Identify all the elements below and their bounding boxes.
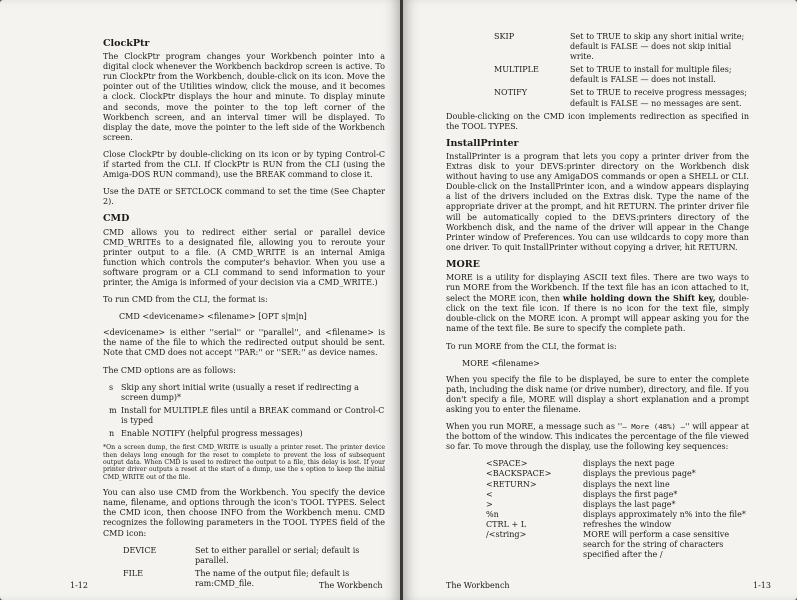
key-desc: MORE will perform a case sensitive search for the string of characters specified after the / <box>583 530 730 560</box>
cmd-para-2: To run CMD from the CLI, the format is: <box>103 295 268 305</box>
more-para-2: To run MORE from the CLI, the format is: <box>446 341 617 351</box>
cmd-tooltypes-continued <box>446 32 749 109</box>
key-row <box>486 490 749 500</box>
tooltype-key: NOTIFY <box>494 88 528 98</box>
key-name: /<string> <box>486 530 527 540</box>
cmd-option-s <box>109 383 385 403</box>
tooltype-key: SKIP <box>494 32 515 41</box>
tooltype-key: DEVICE <box>123 545 157 555</box>
more-heading: MORE <box>446 258 480 270</box>
clockptr-para-2: Close ClockPtr by double-clicking on its icon or by typing Control-C if started from the CLI. If ClockPtr is RUN from the CLI (using the Amiga-DOS RUN command), use the BREAK command to close it. <box>103 149 385 180</box>
tooltype-desc: The name of the output file; default is ram:CMD_file. <box>195 568 350 588</box>
key-desc: displays the next line <box>583 479 670 489</box>
cmd-para-3: <devicename> is either ''serial'' or ''parallel'', and <filename> is the name of the file to which the redirected output should be sent. Note that CMD does not accept ''PAR:'' or ''SER:'' as device names. <box>103 328 385 358</box>
more-percent-message: – More (48%) – <box>622 422 686 432</box>
cmd-format: CMD <devicename> <filename> [OPT s|m|n] <box>119 312 307 322</box>
cmd-double-click-para: Double-clicking on the CMD icon implements redirection as specified in the TOOL TYPES. <box>446 111 749 131</box>
key-row <box>486 480 749 490</box>
key-desc: displays approximately n% into the file* <box>583 509 746 519</box>
key-name: <RETURN> <box>486 479 537 489</box>
option-key: m <box>109 405 117 415</box>
key-desc: refreshes the window <box>583 519 672 529</box>
right-page <box>403 0 797 600</box>
cmd-option-n <box>109 429 385 439</box>
option-desc: Install for MULTIPLE files until a BREAK command or Control-C is typed <box>121 405 385 425</box>
installprinter-para: InstallPrinter is a program that lets you copy a printer driver from the Extras disk to your DEVS:printer directory on the Workbench disk without having to use any AmigaDOS commands or open a SHELL or CLI. Double-click on the InstallPrinter icon, and a window appears displaying a list of the drivers included on the Extras disk. Type the name of the appropriate driver at the prompt, and hit RETURN. The printer driver file will be automatically copied to the DEVS:printers directory of the Workbench disk, and the name of the driver will appear in the Change Printer window of Preferences. You can use wildcards to copy more than one driver. To quit InstallPrinter without copying a driver, hit RETURN. <box>446 151 749 252</box>
key-row <box>486 520 749 530</box>
right-page-number: 1-13 <box>753 581 771 590</box>
more-format: MORE <filename> <box>462 358 540 368</box>
option-desc: Skip any short initial write (usually a reset if redirecting a screen dump)* <box>121 382 359 402</box>
tooltype-notify <box>446 88 749 108</box>
key-name: CTRL + L <box>486 519 527 529</box>
key-desc: displays the previous page* <box>583 469 696 479</box>
cmd-para-5: You can also use CMD from the Workbench. You specify the device name, filename, and options through the icon's TOOL TYPES. Select the CMD icon, then choose INFO from the Workbench menu. CMD recognizes the following parameters in the TOOL TYPES field of the CMD icon: <box>103 488 385 538</box>
more-para-1 <box>446 273 749 335</box>
right-column <box>446 32 749 560</box>
tooltype-desc: Set to TRUE to skip any short initial write; default is FALSE — does not skip initial write. <box>570 32 745 62</box>
cmd-options-list <box>109 383 385 439</box>
more-para-1-a: MORE is a utility for displaying ASCII text files. There are two ways to run MORE from the Workbench. If the text file has an icon attached to it, select the MORE icon, then <box>446 272 749 304</box>
tooltype-desc: Set to TRUE to install for multiple files; default is FALSE — does not install. <box>570 65 732 85</box>
tooltype-key: MULTIPLE <box>494 65 539 75</box>
more-para-4-a: When you run MORE, a message such as '' <box>446 422 623 432</box>
key-name: %n <box>486 509 499 519</box>
cmd-para-4: The CMD options are as follows: <box>103 365 236 375</box>
installprinter-heading: InstallPrinter <box>446 137 519 149</box>
key-row <box>486 510 749 520</box>
key-row <box>486 459 749 469</box>
more-para-3: When you specify the file to be displayed, be sure to enter the complete path, including the disk name (or drive number), directory, and file. If you don't specify a file, MORE will display a short explanation and a prompt asking you to enter the filename. <box>446 374 749 414</box>
key-desc: displays the first page* <box>583 489 678 499</box>
key-desc: displays the last page* <box>583 499 676 509</box>
tooltype-desc: Set to TRUE to receive progress messages; default is FALSE — no messages are sent. <box>570 88 747 108</box>
right-running-title: The Workbench <box>446 581 510 590</box>
left-running-title: The Workbench <box>319 581 383 590</box>
option-desc: Enable NOTIFY (helpful progress messages) <box>121 429 303 438</box>
cmd-footnote: *On a screen dump, the first CMD_WRITE is usually a printer reset. The printer device then delays long enough for the reset to complete to prevent the loss of subsequent output data. When CMD is used to redirect the output to a file, this delay is lost. If your printer driver outputs a reset at the start of a dump, use the s option to keep the initial CMD_WRITE out of the file. <box>103 444 385 481</box>
key-name: > <box>486 499 493 509</box>
more-key-table <box>486 459 749 560</box>
key-name: < <box>486 489 493 499</box>
more-para-1-bold: while holding down the Shift key, <box>563 293 716 304</box>
tooltype-desc: Set to either parallel or serial; default is parallel. <box>195 545 360 565</box>
tooltype-skip <box>446 32 749 62</box>
left-column <box>103 39 385 592</box>
more-para-1-b: double-click on the text file icon. If there is no icon for the text file, simply double-click on the MORE icon. A prompt will appear asking you for the name of the text file. Be sure to specify the complete path. <box>446 294 749 334</box>
key-name: <BACKSPACE> <box>486 469 552 479</box>
tooltype-key: FILE <box>123 568 143 578</box>
option-key: n <box>109 429 115 438</box>
key-name: <SPACE> <box>486 459 528 469</box>
key-row <box>486 469 749 479</box>
clockptr-heading: ClockPtr <box>103 38 150 49</box>
clockptr-para-1: The ClockPtr program changes your Workbench pointer into a digital clock whenever the Workbench backdrop screen is active. To run ClockPtr from the Workbench, double-click on its icon. Move the pointer out of the Utilities window, click the mouse, and it becomes a clock. ClockPtr displays the hour and minute. To display minute and seconds, move the pointer to the top left corner of the Workbench screen, and an interval timer will be displayed. To display the date, move the pointer to the left side of the Workbench screen. <box>103 52 385 142</box>
option-key: s <box>109 382 114 392</box>
cmd-heading: CMD <box>103 213 130 225</box>
key-row <box>486 530 749 560</box>
tooltype-device <box>103 546 385 566</box>
more-para-4-b: '' will appear at the bottom of the window. This indicates the percentage of the file viewed so far. To move through the display, use the following key sequences: <box>446 422 750 452</box>
more-para-4 <box>446 422 749 452</box>
cmd-para-1: CMD allows you to redirect either serial or parallel device CMD_WRITEs to a designated file, allowing you to reroute your printer output to a file. (A CMD_WRITE is an internal Amiga function which controls the computer's behavior. When you use a software program or a CLI command to send information to your printer, the Amiga is informed of your decision via a CMD_WRITE.) <box>103 227 385 287</box>
left-page-number: 1-12 <box>70 581 88 590</box>
clockptr-para-3: Use the DATE or SETCLOCK command to set the time (See Chapter 2). <box>103 187 385 207</box>
tooltype-multiple <box>446 65 749 85</box>
key-desc: displays the next page <box>583 459 675 469</box>
key-row <box>486 500 749 510</box>
cmd-option-m <box>109 406 385 426</box>
